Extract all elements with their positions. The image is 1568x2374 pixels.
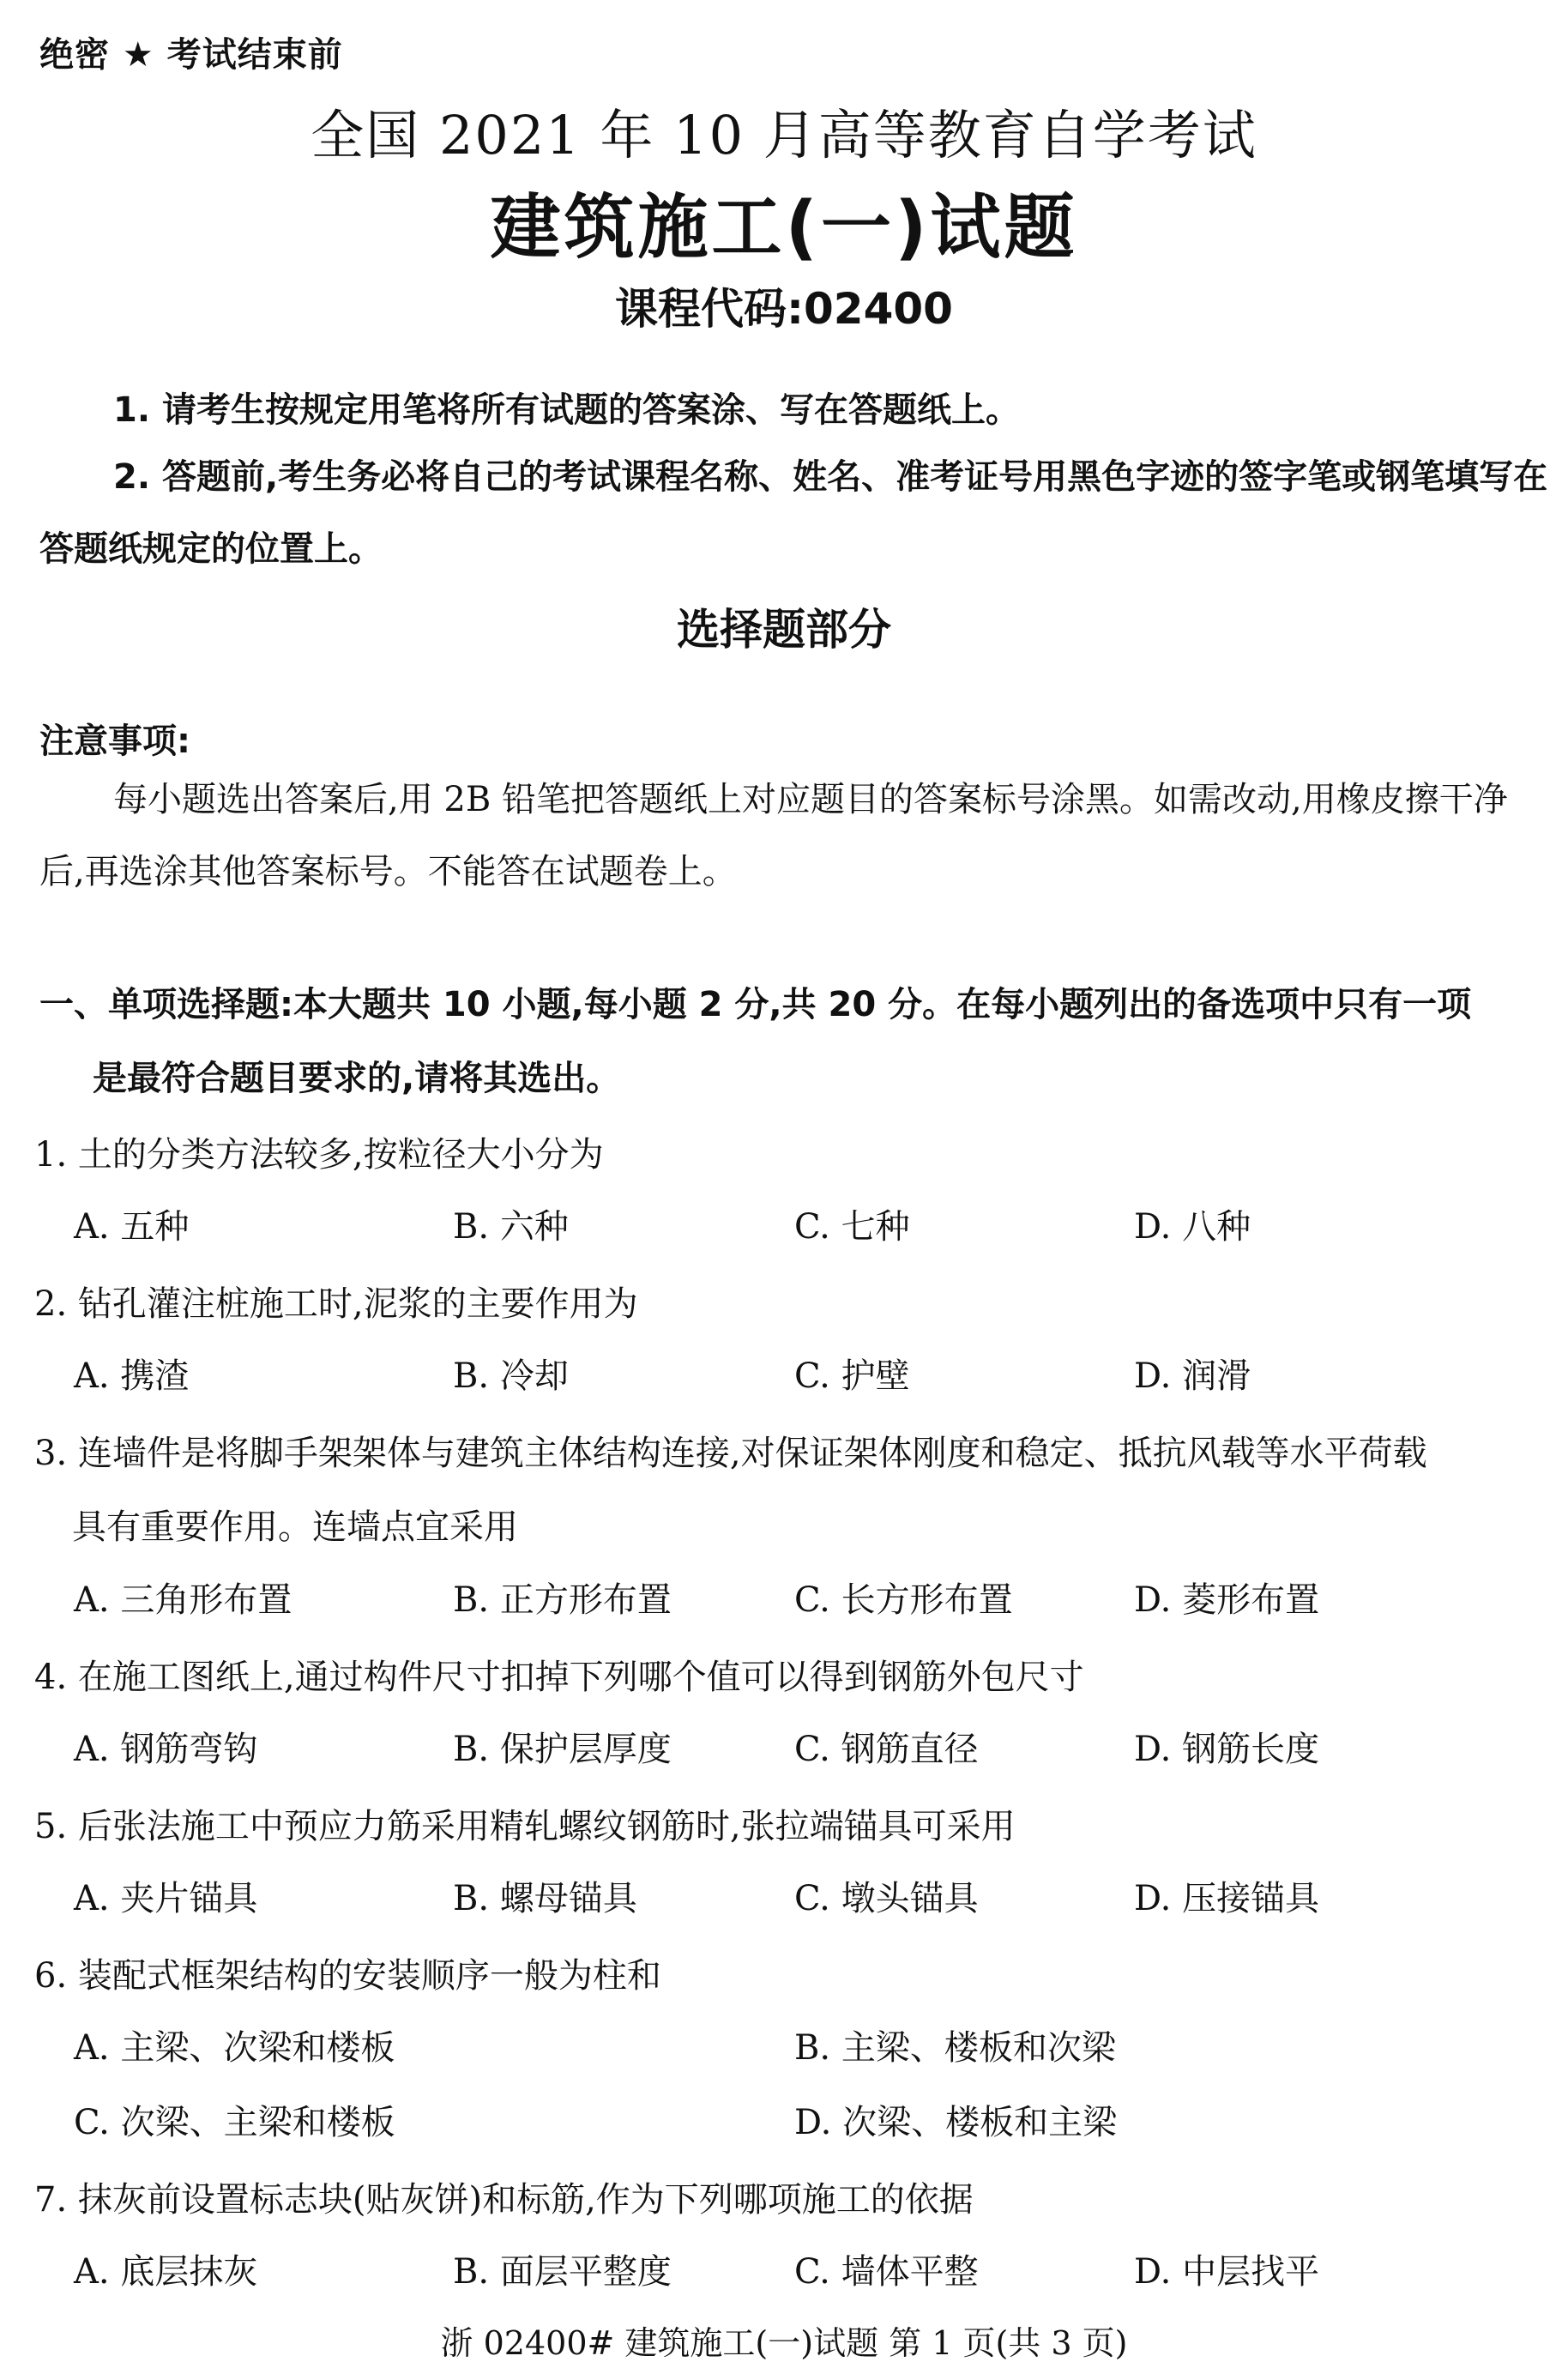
option-c: C. 钢筋直径	[794, 1730, 979, 1769]
question-7	[34, 2163, 1553, 2237]
option-a: A. 五种	[74, 1207, 190, 1247]
option-b: B. 主梁、楼板和次梁	[794, 2028, 1116, 2068]
question-stem: 6. 装配式框架结构的安装顺序一般为柱和	[34, 1956, 661, 1996]
question-stem: 4. 在施工图纸上,通过构件尺寸扣掉下列哪个值可以得到钢筋外包尺寸	[34, 1658, 1084, 1697]
option-c: C. 七种	[794, 1207, 910, 1247]
notice-body: 每小题选出答案后,用 2B 铅笔把答题纸上对应题目的答案标号涂黑。如需改动,用橡皮擦干净后,再选涂其他答案标号。不能答在试题卷上。	[39, 780, 1508, 891]
option-d: D. 润滑	[1134, 1356, 1251, 1396]
page-footer: 浙 02400# 建筑施工(一)试题 第 1 页(共 3 页)	[440, 2324, 1128, 2362]
option-b: B. 冷却	[453, 1356, 569, 1396]
question-stem: 3. 连墙件是将脚手架架体与建筑主体结构连接,对保证架体刚度和稳定、抵抗风载等水平荷载	[34, 1434, 1427, 1473]
question-4-options	[74, 1722, 1549, 1773]
question-6-options-row-1	[74, 2021, 1549, 2072]
option-c: C. 护壁	[794, 1356, 910, 1396]
question-stem: 1. 土的分类方法较多,按粒径大小分为	[34, 1135, 604, 1175]
option-d: D. 次梁、楼板和主梁	[794, 2103, 1118, 2142]
option-c: C. 长方形布置	[794, 1580, 1013, 1620]
question-5-options	[74, 1871, 1549, 1923]
part-one-line-1: 一、单项选择题:本大题共 10 小题,每小题 2 分,共 20 分。在每小题列出的备选项中只有一项	[39, 985, 1472, 1024]
option-d: D. 八种	[1134, 1207, 1251, 1247]
section-title: 选择题部分	[677, 605, 891, 655]
confidential-label: 绝密 ★ 考试结束前	[39, 35, 343, 75]
part-one-line-2: 是最符合题目要求的,请将其选出。	[93, 1059, 621, 1098]
question-6-options-row-2	[74, 2095, 1549, 2147]
option-a: A. 携渣	[74, 1356, 190, 1396]
part-one-heading	[39, 968, 1553, 1115]
question-4	[34, 1640, 1553, 1714]
option-b: B. 六种	[453, 1207, 569, 1247]
option-a: A. 主梁、次梁和楼板	[74, 2028, 395, 2068]
option-b: B. 正方形布置	[453, 1580, 672, 1620]
notice-heading: 注意事项:	[39, 722, 190, 761]
instruction-1: 1. 请考生按规定用笔将所有试题的答案涂、写在答题纸上。	[113, 390, 1020, 430]
option-d: D. 钢筋长度	[1134, 1730, 1320, 1769]
question-3	[34, 1417, 1553, 1564]
option-a: A. 夹片锚具	[74, 1879, 258, 1918]
option-a: A. 三角形布置	[74, 1580, 292, 1620]
option-d: D. 压接锚具	[1134, 1879, 1320, 1918]
instruction-2: 2. 答题前,考生务必将自己的考试课程名称、姓名、准考证号用黑色字迹的签字笔或钢笔填写在答题纸规定的位置上。	[39, 457, 1548, 569]
question-stem: 2. 钻孔灌注桩施工时,泥浆的主要作用为	[34, 1284, 638, 1324]
option-b: B. 面层平整度	[453, 2252, 672, 2292]
question-stem-continued: 具有重要作用。连墙点宜采用	[72, 1507, 518, 1547]
option-a: A. 钢筋弯钩	[74, 1730, 258, 1769]
option-d: D. 中层找平	[1134, 2252, 1320, 2292]
question-2	[34, 1267, 1553, 1341]
question-1-options	[74, 1199, 1549, 1251]
course-code: 课程代码:02400	[615, 284, 953, 334]
question-6	[34, 1939, 1553, 2013]
question-5	[34, 1790, 1553, 1864]
option-b: B. 保护层厚度	[453, 1730, 672, 1769]
subject-title: 建筑施工(一)试题	[490, 187, 1078, 269]
question-stem: 7. 抹灰前设置标志块(贴灰饼)和标筋,作为下列哪项施工的依据	[34, 2180, 974, 2220]
question-3-options	[74, 1573, 1549, 1624]
question-7-options	[74, 2244, 1549, 2296]
question-2-options	[74, 1349, 1549, 1400]
option-b: B. 螺母锚具	[453, 1879, 637, 1918]
option-d: D. 菱形布置	[1134, 1580, 1320, 1620]
option-c: C. 墩头锚具	[794, 1879, 979, 1918]
exam-title: 全国 2021 年 10 月高等教育自学考试	[311, 104, 1257, 166]
option-c: C. 墙体平整	[794, 2252, 979, 2292]
question-1	[34, 1118, 1553, 1192]
option-c: C. 次梁、主梁和楼板	[74, 2103, 395, 2142]
option-a: A. 底层抹灰	[74, 2252, 258, 2292]
question-stem: 5. 后张法施工中预应力筋采用精轧螺纹钢筋时,张拉端锚具可采用	[34, 1807, 1016, 1846]
